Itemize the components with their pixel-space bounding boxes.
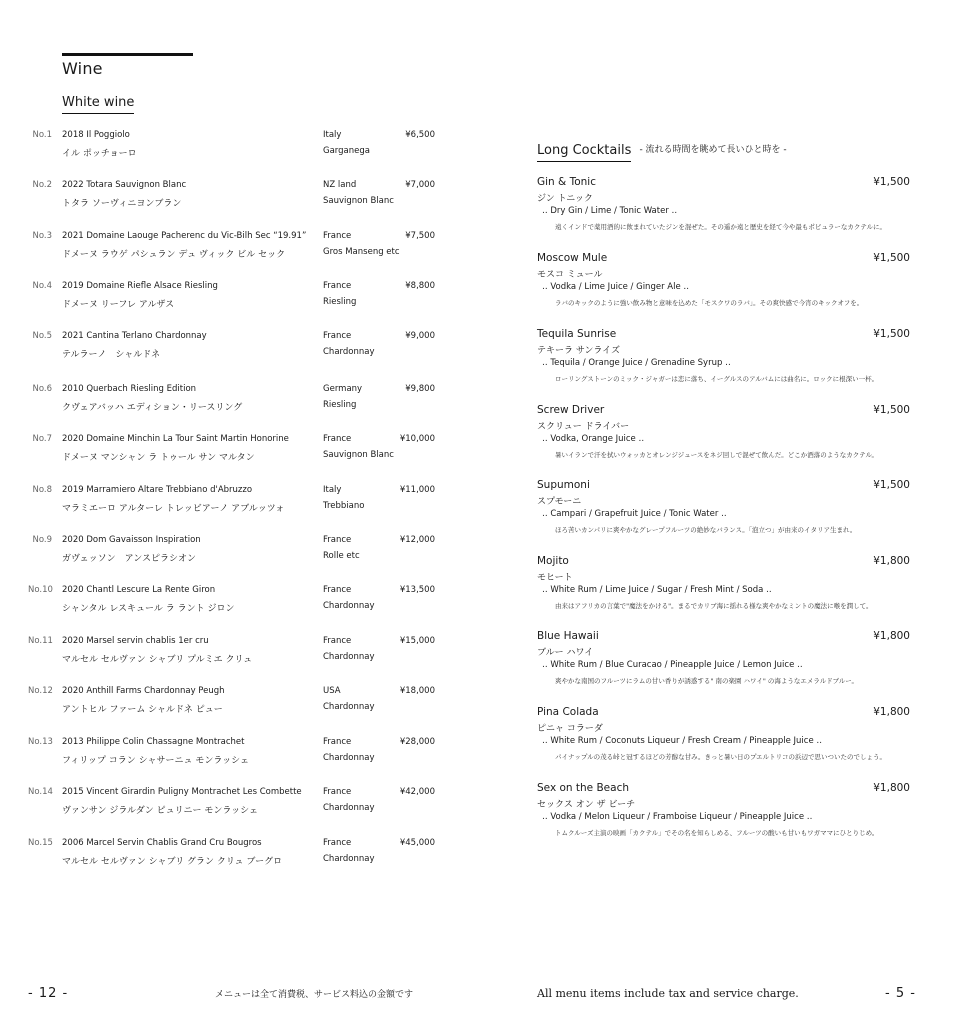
cocktail-price: ¥1,800	[873, 630, 910, 642]
wine-country: France	[323, 231, 352, 241]
subsection-title-white-wine: White wine	[62, 95, 134, 114]
cocktail-item	[537, 782, 927, 842]
wine-name: 2020 Anthill Farms Chardonnay Peugh	[62, 686, 225, 696]
wine-country: France	[323, 535, 352, 545]
cocktail-name: Supumoni	[537, 479, 590, 491]
wine-name-ja: シャンタル レスキュール ラ ラント ジロン	[62, 604, 235, 614]
cocktail-name-ja: スプモーニ	[537, 497, 582, 507]
footer-note-en: All menu items include tax and service charge.	[537, 987, 799, 1000]
wine-number: No.1	[32, 130, 52, 140]
wine-name: 2020 Marsel servin chablis 1er cru	[62, 636, 209, 646]
wine-name-ja: マルセル セルヴァン シャブリ グラン クリュ ブーグロ	[62, 857, 283, 867]
cocktail-price: ¥1,800	[873, 706, 910, 718]
wine-row	[0, 434, 485, 472]
wine-price: ¥18,000	[399, 686, 435, 696]
wine-number: No.6	[32, 384, 52, 394]
wine-row	[0, 231, 485, 269]
wine-row	[0, 636, 485, 674]
cocktail-description: 由来はアフリカの言葉で"魔法をかける"。まるでカリブ海に揺れる様な爽やかなミントの魔法に喉を潤して。	[555, 602, 873, 610]
cocktail-description: 爽やかな南国のフルーツにラムの甘い香りが誘惑する" 南の楽園 ハワイ" の海ようなエメラルドブルー。	[555, 677, 858, 685]
cocktail-name-ja: モヒート	[537, 573, 573, 583]
wine-grape: Chardonnay	[323, 854, 375, 864]
section-title-long-cocktails: Long Cocktails	[537, 143, 631, 162]
cocktail-item	[537, 630, 927, 690]
wine-country: France	[323, 636, 352, 646]
cocktail-name-ja: ブルー ハワイ	[537, 648, 594, 658]
cocktail-item	[537, 252, 927, 312]
wine-price: ¥28,000	[399, 737, 435, 747]
cocktail-price: ¥1,800	[873, 555, 910, 567]
cocktail-item	[537, 176, 927, 236]
wine-name: 2015 Vincent Girardin Puligny Montrachet Les Combette	[62, 787, 302, 797]
wine-name-ja: トタラ ソーヴィニヨンブラン	[62, 199, 182, 209]
wine-name: 2018 Il Poggiolo	[62, 130, 130, 140]
wine-country: France	[323, 838, 352, 848]
cocktail-name: Sex on the Beach	[537, 782, 630, 794]
cocktail-name: Pina Colada	[537, 706, 599, 718]
cocktail-item	[537, 706, 927, 766]
wine-number: No.15	[28, 838, 53, 848]
wine-price: ¥7,000	[405, 180, 435, 190]
wine-price: ¥13,500	[399, 585, 435, 595]
wine-price: ¥12,000	[399, 535, 435, 545]
wine-name: 2019 Domaine Riefle Alsace Riesling	[62, 281, 218, 291]
right-page	[485, 0, 970, 1024]
cocktail-name: Blue Hawaii	[537, 630, 599, 642]
cocktail-price: ¥1,500	[873, 252, 910, 264]
wine-price: ¥8,800	[405, 281, 435, 291]
cocktail-ingredients: ‥ White Rum / Lime Juice / Sugar / Fresh Mint / Soda ‥	[542, 585, 772, 595]
wine-grape: Chardonnay	[323, 803, 375, 813]
cocktail-description: ローリングストーンのミック・ジャガーは恋に落ち、イーグルスのアルバムには曲名に。ロックに根深い一杯。	[555, 375, 879, 383]
cocktail-price: ¥1,500	[873, 176, 910, 188]
wine-country: France	[323, 331, 352, 341]
cocktail-ingredients: ‥ White Rum / Coconuts Liqueur / Fresh Cream / Pineapple Juice ‥	[542, 736, 823, 746]
cocktail-name-ja: スクリュー ドライバー	[537, 422, 630, 432]
wine-name: 2013 Philippe Colin Chassagne Montrachet	[62, 737, 245, 747]
wine-name: 2010 Querbach Riesling Edition	[62, 384, 197, 394]
wine-price: ¥11,000	[399, 485, 435, 495]
wine-grape: Chardonnay	[323, 702, 375, 712]
wine-name: 2022 Totara Sauvignon Blanc	[62, 180, 187, 190]
wine-number: No.14	[28, 787, 53, 797]
wine-country: France	[323, 737, 352, 747]
cocktail-ingredients: ‥ Campari / Grapefruit Juice / Tonic Water ‥	[542, 509, 727, 519]
cocktail-ingredients: ‥ Tequila / Orange Juice / Grenadine Syrup ‥	[542, 358, 731, 368]
cocktail-description: ほろ苦いカンパリに爽やかなグレープフルーツの絶妙なバランス。「泡立つ」が由来のイタリア生まれ。	[555, 526, 857, 534]
wine-country: France	[323, 434, 352, 444]
wine-grape: Chardonnay	[323, 753, 375, 763]
wine-number: No.2	[32, 180, 52, 190]
wine-name-ja: マルセル セルヴァン シャブリ プルミエ クリュ	[62, 655, 253, 665]
wine-name-ja: ドメーヌ リーフレ アルザス	[62, 300, 175, 310]
section-subtitle: - 流れる時間を眺めて長いひと時を -	[639, 145, 787, 155]
wine-price: ¥42,000	[399, 787, 435, 797]
wine-name: 2006 Marcel Servin Chablis Grand Cru Bougros	[62, 838, 262, 848]
wine-name-ja: ガヴェッソン アンスピラシオン	[62, 554, 197, 564]
wine-number: No.8	[32, 485, 52, 495]
wine-number: No.11	[28, 636, 53, 646]
wine-name: 2020 Dom Gavaisson Inspiration	[62, 535, 201, 545]
wine-price: ¥9,000	[405, 331, 435, 341]
cocktail-item	[537, 404, 927, 464]
cocktail-name: Screw Driver	[537, 404, 605, 416]
wine-grape: Chardonnay	[323, 652, 375, 662]
wine-number: No.13	[28, 737, 53, 747]
cocktail-ingredients: ‥ Vodka / Melon Liqueur / Framboise Liqueur / Pineapple Juice ‥	[542, 812, 813, 822]
wine-price: ¥45,000	[399, 838, 435, 848]
page-number-left: - 12 -	[28, 986, 69, 1001]
cocktail-description: ラバのキックのように強い飲み物と意味を込めた「モスクワのラバ」。その爽快感で今宵のキックオフを。	[555, 299, 864, 307]
wine-row	[0, 686, 485, 724]
title-rule	[62, 53, 193, 56]
wine-name-ja: ドメーヌ ラウゲ パシュラン デュ ヴィック ビル セック	[62, 250, 286, 260]
wine-country: NZ land	[323, 180, 357, 190]
wine-grape: Sauvignon Blanc	[323, 196, 394, 206]
cocktail-item	[537, 328, 927, 388]
wine-number: No.10	[28, 585, 53, 595]
wine-number: No.7	[32, 434, 52, 444]
wine-grape: Gros Manseng etc	[323, 247, 400, 257]
wine-name: 2020 Chantl Lescure La Rente Giron	[62, 585, 216, 595]
wine-number: No.4	[32, 281, 52, 291]
wine-grape: Trebbiano	[323, 501, 365, 511]
wine-grape: Sauvignon Blanc	[323, 450, 394, 460]
wine-row	[0, 130, 485, 168]
cocktail-price: ¥1,500	[873, 404, 910, 416]
wine-number: No.9	[32, 535, 52, 545]
cocktail-name-ja: モスコ ミュール	[537, 270, 603, 280]
section-title-wine: Wine	[62, 59, 103, 78]
cocktail-name: Moscow Mule	[537, 252, 608, 264]
wine-name-ja: マラミエーロ アルターレ トレッビアーノ アブルッツォ	[62, 504, 285, 514]
wine-name-ja: アントヒル ファーム シャルドネ ピュー	[62, 705, 223, 715]
cocktail-price: ¥1,800	[873, 782, 910, 794]
wine-row	[0, 787, 485, 825]
wine-country: USA	[323, 686, 341, 696]
cocktail-description: パイナップルの茂る峠と冠するほどの芳醇な甘み。きっと暑い日のプエルトリコの浜辺で思いついたのでしょう。	[555, 753, 887, 761]
cocktail-item	[537, 479, 927, 539]
cocktail-name: Gin & Tonic	[537, 176, 596, 188]
wine-name: 2019 Marramiero Altare Trebbiano d'Abruzzo	[62, 485, 253, 495]
wine-row	[0, 281, 485, 319]
wine-name: 2020 Domaine Minchin La Tour Saint Martin Honorine	[62, 434, 289, 444]
wine-price: ¥6,500	[405, 130, 435, 140]
wine-number: No.3	[32, 231, 52, 241]
wine-name-ja: テルラーノ シャルドネ	[62, 350, 161, 360]
wine-row	[0, 180, 485, 218]
wine-grape: Garganega	[323, 146, 370, 156]
cocktail-price: ¥1,500	[873, 328, 910, 340]
long-cocktails-heading	[537, 139, 787, 162]
wine-country: Italy	[323, 485, 342, 495]
wine-grape: Riesling	[323, 400, 357, 410]
cocktail-item	[537, 555, 927, 615]
wine-name-ja: クヴェアバッハ エディション・リースリング	[62, 403, 243, 413]
cocktail-description: トムクルーズ主演の映画「カクテル」でその名を知らしめる、フルーツの酸いも甘いもワガママにひとりじめ。	[555, 829, 879, 837]
cocktail-price: ¥1,500	[873, 479, 910, 491]
wine-country: France	[323, 281, 352, 291]
wine-price: ¥10,000	[399, 434, 435, 444]
cocktail-description: 暑いイランで汗を拭いウォッカとオレンジジュースをネジ回しで混ぜて飲んだ。どこか酒落のようなカクテル。	[555, 451, 878, 459]
wine-row	[0, 838, 485, 876]
cocktail-name-ja: ピニャ コラーダ	[537, 724, 603, 734]
wine-country: Italy	[323, 130, 342, 140]
cocktail-name-ja: ジン トニック	[537, 194, 593, 204]
wine-grape: Chardonnay	[323, 347, 375, 357]
wine-name-ja: ドメーヌ マンシャン ラ トゥール サン マルタン	[62, 453, 255, 463]
wine-row	[0, 384, 485, 422]
wine-price: ¥7,500	[405, 231, 435, 241]
cocktail-ingredients: ‥ White Rum / Blue Curacao / Pineapple Juice / Lemon Juice ‥	[542, 660, 803, 670]
wine-name-ja: イル ポッチョーロ	[62, 149, 137, 159]
wine-number: No.12	[28, 686, 53, 696]
wine-name-ja: ヴァンサン ジラルダン ピュリニー モンラッシェ	[62, 806, 258, 816]
wine-name: 2021 Domaine Laouge Pacherenc du Vic-Bilh Sec “19.91”	[62, 231, 307, 241]
wine-price: ¥9,800	[405, 384, 435, 394]
cocktail-ingredients: ‥ Vodka / Lime Juice / Ginger Ale ‥	[542, 282, 690, 292]
cocktail-name-ja: セックス オン ザ ビーチ	[537, 800, 636, 810]
wine-row	[0, 585, 485, 623]
wine-row	[0, 737, 485, 775]
wine-country: Germany	[323, 384, 363, 394]
wine-country: France	[323, 787, 352, 797]
wine-name: 2021 Cantina Terlano Chardonnay	[62, 331, 207, 341]
wine-row	[0, 535, 485, 573]
wine-grape: Riesling	[323, 297, 357, 307]
cocktail-name: Mojito	[537, 555, 569, 567]
cocktail-name-ja: テキーラ サンライズ	[537, 346, 621, 356]
wine-row	[0, 485, 485, 523]
page-number-right: - 5 -	[885, 986, 916, 1001]
wine-row	[0, 331, 485, 369]
cocktail-description: 遠くインドで薬用酒的に飲まれていたジンを混ぜた。その遥か遠と歴史を経て今や最もポピュラーなカクテルに。	[555, 223, 887, 231]
footer-note-ja: メニューは全て消費税、サービス料込の金額です	[215, 990, 414, 1000]
wine-number: No.5	[32, 331, 52, 341]
cocktail-ingredients: ‥ Vodka, Orange Juice ‥	[542, 434, 645, 444]
wine-grape: Rolle etc	[323, 551, 360, 561]
wine-country: France	[323, 585, 352, 595]
wine-grape: Chardonnay	[323, 601, 375, 611]
cocktail-ingredients: ‥ Dry Gin / Lime / Tonic Water ‥	[542, 206, 678, 216]
wine-name-ja: フィリップ コラン シャサーニュ モンラッシェ	[62, 756, 249, 766]
wine-price: ¥15,000	[399, 636, 435, 646]
cocktail-name: Tequila Sunrise	[537, 328, 617, 340]
